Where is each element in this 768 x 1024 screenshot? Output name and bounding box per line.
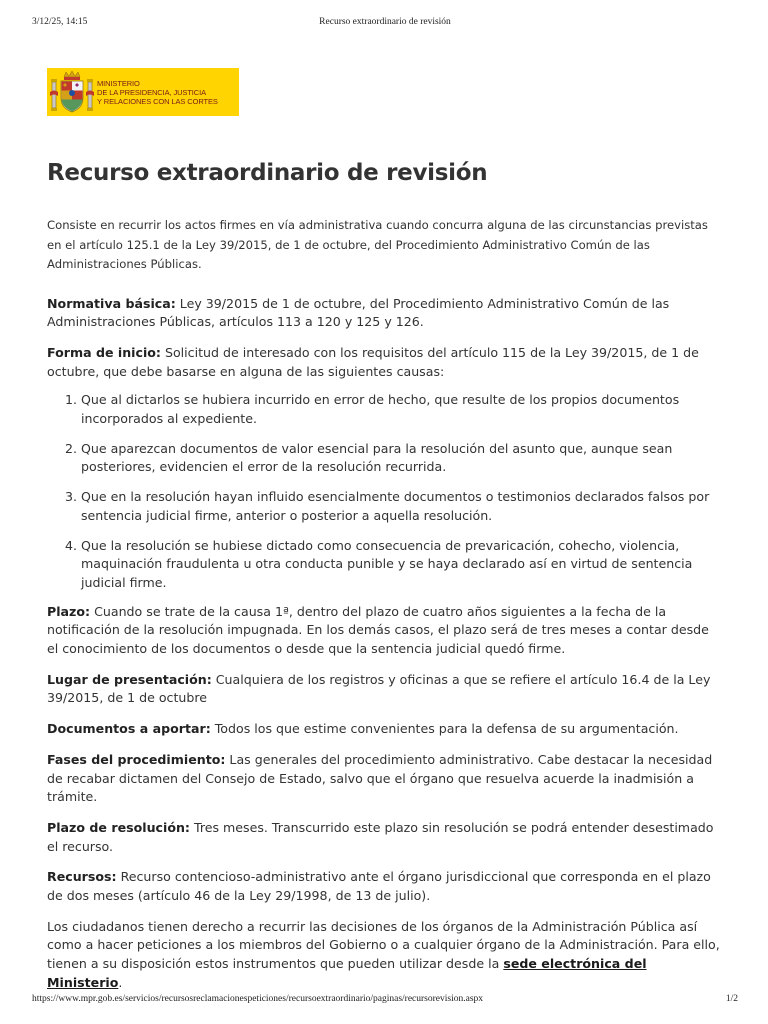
ministry-logo[interactable] xyxy=(47,68,239,116)
documentos-text: Todos los que estime convenientes para la defensa de su argumentación. xyxy=(210,721,679,737)
ministry-name-line-3: Y RELACIONES CON LAS CORTES xyxy=(97,96,218,106)
forma-inicio-text: Solicitud de interesado con los requisitos del artículo 115 de la Ley 39/2015, de 1 de octubre, que debe basarse en alguna de las siguientes causas: xyxy=(47,344,699,379)
fases-label: Fases del procedimiento: xyxy=(47,751,226,767)
plazo-resolucion-text: Tres meses. Transcurrido este plazo sin resolución se podrá entender desestimado el recurso. xyxy=(47,819,714,854)
recursos-label: Recursos: xyxy=(47,869,117,885)
normativa-label: Normativa básica: xyxy=(47,295,176,311)
list-item: 2. Que aparezcan documentos de valor esencial para la resolución del asunto que, aunque sean posteriores, evidencien el error de la resolución recurrida. xyxy=(81,440,722,477)
fases-paragraph xyxy=(47,751,722,807)
print-page-number: 1/2 xyxy=(725,994,738,1004)
sede-electronica-link[interactable]: sede electrónica del Ministerio xyxy=(47,956,647,990)
plazo-resolucion-paragraph xyxy=(47,819,722,856)
plazo-resolucion-label: Plazo de resolución: xyxy=(47,819,190,835)
lugar-label: Lugar de presentación: xyxy=(47,671,212,687)
print-url: https://www.mpr.gob.es/servicios/recursosreclamacionespeticiones/recursoextraordinario/paginas/recursorevision.aspx xyxy=(32,994,484,1004)
recursos-text: Recurso contencioso-administrativo ante el órgano jurisdiccional que corresponda en el plazo de dos meses (artículo 46 de la Ley 29/1998, de 13 de julio). xyxy=(47,869,711,904)
normativa-paragraph xyxy=(47,295,722,332)
normativa-text: Ley 39/2015 de 1 de octubre, del Procedimiento Administrativo Común de las Administraciones Públicas, artículos 113 a 120 y 125 y 126. xyxy=(47,295,670,330)
main-content xyxy=(47,160,722,993)
print-datetime: 3/12/25, 14:15 xyxy=(32,17,88,27)
page-title: Recurso extraordinario de revisión xyxy=(47,160,488,186)
lugar-paragraph xyxy=(47,671,722,708)
plazo-label: Plazo: xyxy=(47,603,91,619)
plazo-text: Cuando se trate de la causa 1ª, dentro del plazo de cuatro años siguientes a la fecha de la notificación de la resolución impugnada. En los demás casos, el plazo será de tres meses a contar desde el conocimiento de los documentos o desde que la sentencia judicial quedó firme. xyxy=(47,603,709,657)
list-item: 1. Que al dictarlos se hubiera incurrido en error de hecho, que resulte de los propios documentos incorporados al expediente. xyxy=(81,391,722,428)
list-item: 3. Que en la resolución hayan influido esencialmente documentos o testimonios declarados falsos por sentencia judicial firme, anterior o posterior a aquella resolución. xyxy=(81,488,722,525)
ministry-name-line-2: DE LA PRESIDENCIA, JUSTICIA xyxy=(97,87,206,97)
documentos-paragraph xyxy=(47,720,722,739)
ministry-name xyxy=(97,79,218,106)
fases-text: Las generales del procedimiento administrativo. Cabe destacar la necesidad de recabar dictamen del Consejo de Estado, salvo que el órgano que resuelva acuerde la inadmisión a trámite. xyxy=(47,751,713,805)
ciudadanos-text: Los ciudadanos tienen derecho a recurrir las decisiones de los órganos de la Administración Pública así como a hacer peticiones a los miembros del Gobierno o a cualquier órgano de la Administración. Para ello, tienen a su disposición estos instrumentos que pueden utilizar desde la xyxy=(47,918,720,972)
intro-paragraph: Consiste en recurrir los actos firmes en vía administrativa cuando concurra alguna de las circunstancias previstas en el artículo 125.1 de la Ley 39/2015, de 1 de octubre, del Procedimiento Administrativo Común de las Administraciones Públicas. xyxy=(47,218,708,271)
ciudadanos-end: . xyxy=(118,974,123,990)
coat-of-arms-icon xyxy=(47,68,97,116)
list-item: 4. Que la resolución se hubiese dictado como consecuencia de prevaricación, cohecho, violencia, maquinación fraudulenta u otra conducta punible y se haya declarado así en virtud de sentencia judicial firme. xyxy=(81,537,722,593)
forma-inicio-label: Forma de inicio: xyxy=(47,344,161,360)
plazo-paragraph xyxy=(47,603,722,659)
print-header xyxy=(32,17,738,31)
documentos-label: Documentos a aportar: xyxy=(47,721,211,737)
recursos-paragraph xyxy=(47,868,722,905)
forma-inicio-paragraph xyxy=(47,344,722,381)
ministry-name-line-1: MINISTERIO xyxy=(97,78,140,88)
ciudadanos-paragraph xyxy=(47,918,722,993)
causas-list xyxy=(47,391,722,592)
print-title: Recurso extraordinario de revisión xyxy=(319,17,451,27)
lugar-text: Cualquiera de los registros y oficinas a que se refiere el artículo 16.4 de la Ley 39/2015, de 1 de octubre xyxy=(47,671,711,706)
print-footer xyxy=(32,994,738,1008)
